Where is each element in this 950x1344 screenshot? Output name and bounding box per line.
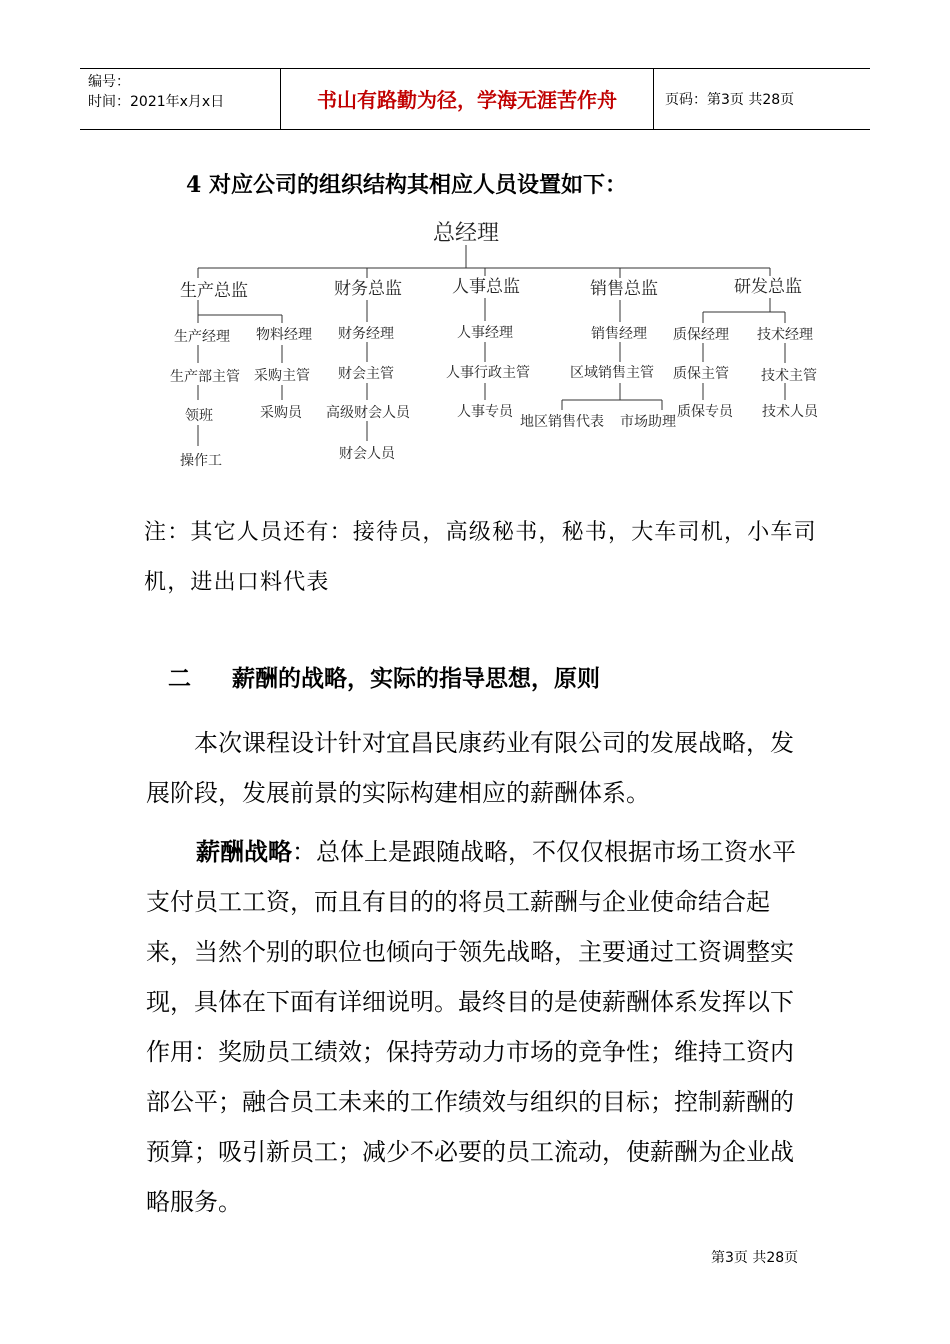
org-hr-specialist: 人事专员 — [457, 404, 513, 420]
org-qa-manager: 质保经理 — [673, 327, 729, 343]
org-market-assistant: 市场助理 — [620, 414, 676, 430]
serial-label: 编号： — [88, 74, 130, 90]
strategy-lead: 薪酬战略 — [196, 837, 292, 866]
org-sales-manager: 销售经理 — [591, 326, 647, 342]
org-prod-worker: 操作工 — [180, 453, 222, 469]
header-motto: 书山有路勤为径，学海无涯苦作舟 — [317, 88, 617, 112]
org-fin-supervisor: 财会主管 — [338, 366, 394, 382]
org-prod-manager: 生产经理 — [174, 329, 230, 345]
org-director-rd: 研发总监 — [734, 277, 802, 297]
org-tech-staff: 技术人员 — [762, 404, 818, 420]
org-director-finance: 财务总监 — [334, 279, 402, 299]
time-label: 时间：2021年x月x日 — [88, 94, 225, 110]
org-director-hr: 人事总监 — [452, 277, 520, 297]
org-director-sales: 销售总监 — [590, 279, 658, 299]
org-purchaser: 采购员 — [260, 405, 302, 421]
org-tech-manager: 技术经理 — [757, 327, 813, 343]
note-paragraph: 注：其它人员还有：接待员，高级秘书，秘书，大车司机，小车司机，进出口料代表 — [144, 520, 817, 595]
section-title: 4 对应公司的组织结构其相应人员设置如下： — [186, 172, 627, 198]
org-prod-lead: 领班 — [185, 408, 213, 424]
org-hr-supervisor: 人事行政主管 — [446, 365, 530, 381]
org-qa-specialist: 质保专员 — [677, 404, 733, 420]
org-director-production: 生产总监 — [180, 281, 248, 301]
org-purchase-supervisor: 采购主管 — [254, 368, 310, 384]
org-prod-supervisor: 生产部主管 — [170, 369, 240, 385]
org-hr-manager: 人事经理 — [457, 325, 513, 341]
org-qa-supervisor: 质保主管 — [673, 366, 729, 382]
section-heading-title: 薪酬的战略，实际的指导思想，原则 — [232, 665, 600, 692]
section-number: 二 — [168, 665, 191, 692]
org-material-manager: 物料经理 — [256, 327, 312, 343]
page-footer: 第3页 共28页 — [711, 1250, 799, 1266]
org-tech-supervisor: 技术主管 — [761, 368, 817, 384]
org-sales-supervisor: 区域销售主管 — [570, 365, 654, 381]
org-fin-senior: 高级财会人员 — [326, 405, 410, 421]
strategy-paragraph — [146, 827, 811, 1227]
org-fin-staff: 财会人员 — [339, 446, 395, 462]
org-fin-manager: 财务经理 — [338, 326, 394, 342]
org-chart — [0, 0, 950, 500]
org-sales-rep: 地区销售代表 — [520, 414, 604, 430]
org-root: 总经理 — [432, 221, 500, 246]
intro-paragraph: 本次课程设计针对宜昌民康药业有限公司的发展战略，发展阶段，发展前景的实际构建相应的薪酬体系。 — [146, 729, 794, 807]
strategy-body: ：总体上是跟随战略，不仅仅根据市场工资水平支付员工工资，而且有目的的将员工薪酬与企业使命结合起来，当然个别的职位也倾向于领先战略，主要通过工资调整实现，具体在下面有详细说明。最终目的是使薪酬体系发挥以下作用：奖励员工绩效；保持劳动力市场的竞争性；维持工资内部公平；融合员工未来的工作绩效与组织的目标；控制薪酬的预算；吸引新员工；减少不必要的员工流动，使薪酬为企业战略服务。 — [146, 838, 796, 1216]
section-heading-2 — [168, 660, 600, 693]
header-page-info: 页码：第3页 共28页 — [665, 92, 795, 108]
